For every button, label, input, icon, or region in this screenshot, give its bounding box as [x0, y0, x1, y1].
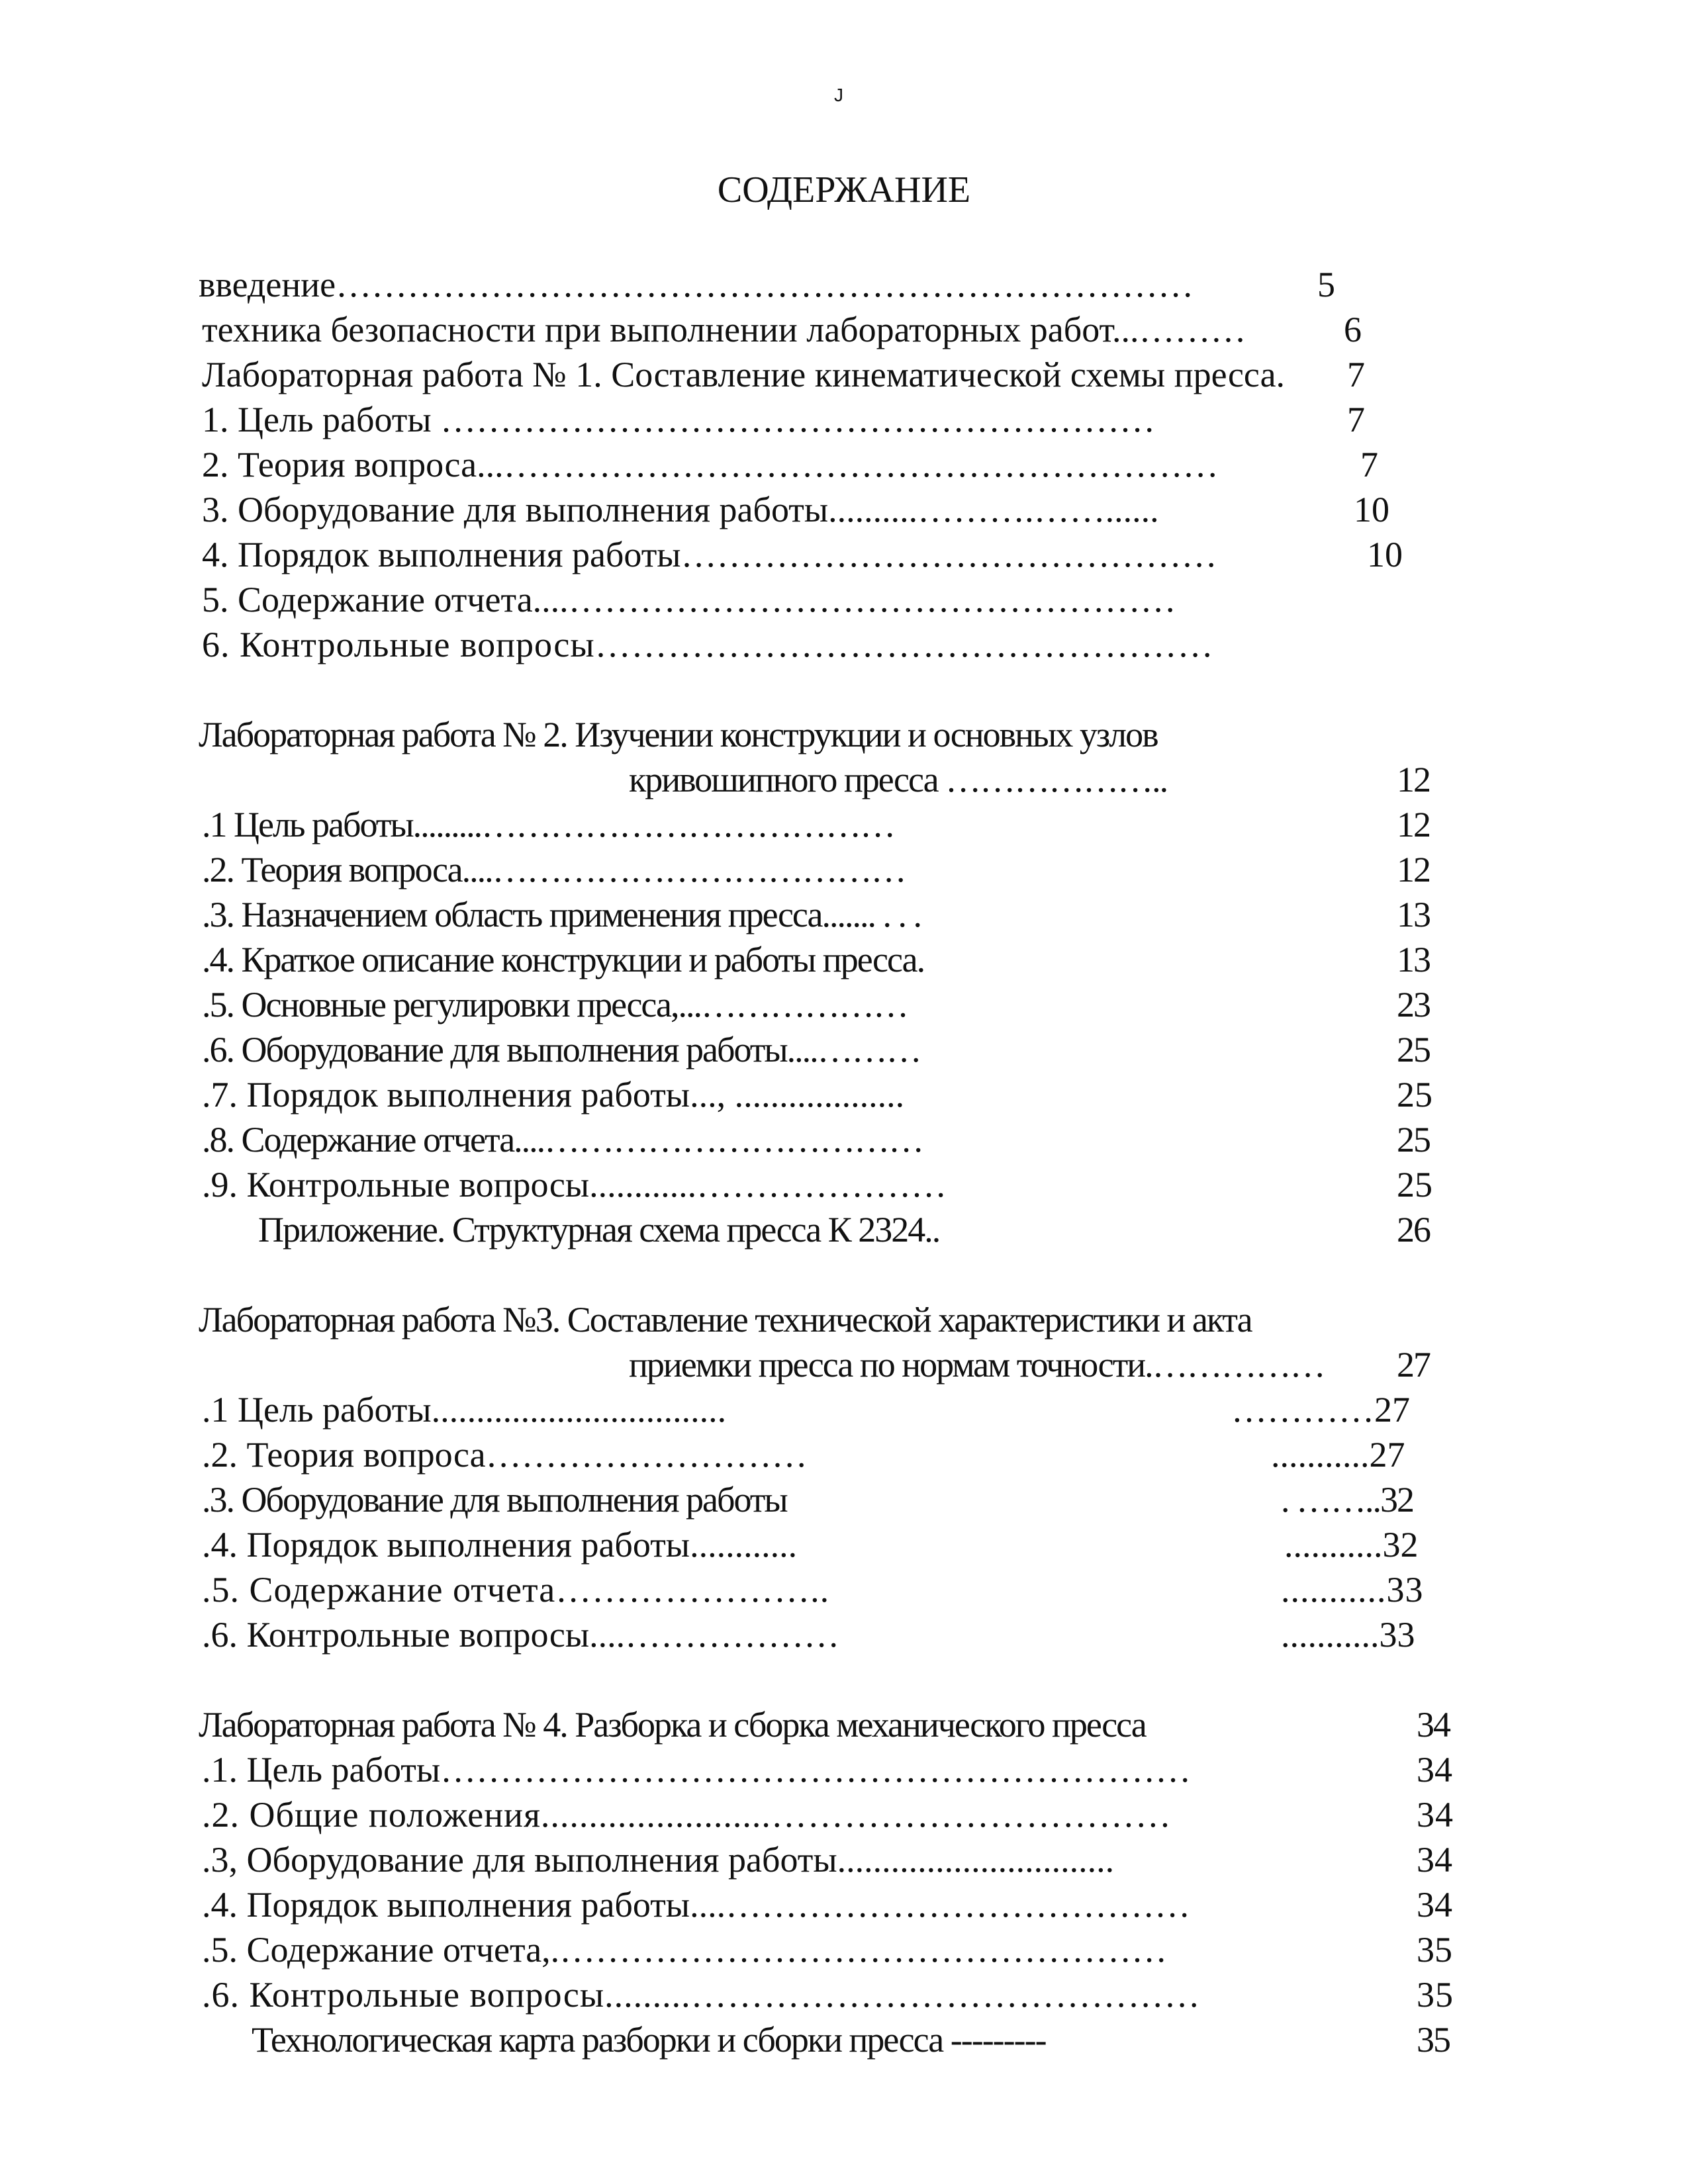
toc-page-number: 12 — [1397, 805, 1430, 844]
toc-entry-text: .7. Порядок выполнения работы..., ................... — [202, 1075, 905, 1115]
toc-entry-text: 5. Содержание отчета....…………………………………………… — [202, 580, 1176, 619]
toc-page-number: 27 — [1397, 1345, 1430, 1385]
toc-entry-text: Приложение. Структурная схема пресса К 2324.. — [258, 1210, 940, 1250]
toc-entry-text: .2. Теория вопроса……………………… — [202, 1435, 808, 1475]
toc-page-number: …………27 — [1231, 1390, 1410, 1430]
toc-entry-text: техника безопасности при выполнении лабораторных работ...……… — [202, 310, 1246, 349]
toc-page-number: 12 — [1397, 760, 1430, 799]
toc-page-number: 23 — [1397, 985, 1430, 1024]
toc-entry-text: Лабораторная работа №3. Составление технической характеристики и акта — [199, 1300, 1252, 1340]
toc-entry-text: .4. Краткое описание конструкции и работы пресса. — [202, 940, 925, 979]
toc-entry-text: кривошипного пресса ……………….. — [629, 760, 1168, 799]
toc-page-number: ...........32 — [1284, 1525, 1419, 1565]
toc-entry-text: 4. Порядок выполнения работы……………………………………… — [202, 535, 1217, 574]
toc-page-number: ...........27 — [1271, 1435, 1405, 1475]
toc-entry-text: .4. Порядок выполнения работы....………………………………… — [202, 1885, 1191, 1925]
toc-page-number: 6 — [1344, 310, 1362, 349]
page-title: СОДЕРЖАНИЕ — [717, 169, 971, 210]
toc-page-number: 25 — [1397, 1030, 1430, 1069]
toc-page-number: 35 — [1417, 1975, 1454, 2015]
toc-entry-text: .5. Содержание отчета,.…………………………………………… — [202, 1930, 1168, 1970]
toc-page-number: 7 — [1347, 355, 1365, 394]
toc-entry-text: .6. Оборудование для выполнения работы....……… — [202, 1030, 921, 1069]
toc-entry-text: .9. Контрольные вопросы............………………… — [202, 1165, 947, 1205]
toc-page-number: 12 — [1397, 850, 1430, 889]
toc-page-number: 10 — [1354, 490, 1389, 529]
toc-entry-text: .2. Общие положения........................…………………………… — [202, 1795, 1172, 1835]
toc-page-number: 25 — [1397, 1075, 1432, 1115]
toc-entry-text: .5. Содержание отчета………………….. — [202, 1570, 830, 1610]
toc-page-number: 34 — [1417, 1840, 1452, 1880]
toc-entry-text: Технологическая карта разборки и сборки пресса --------- — [252, 2020, 1046, 2060]
toc-entry-text: Лабораторная работа № 1. Составление кинематической схемы пресса. — [202, 355, 1286, 394]
header-mark: J — [834, 85, 843, 105]
toc-page-number: 35 — [1417, 1930, 1452, 1970]
toc-entry-text: .5. Основные регулировки пресса,...……………… — [202, 985, 908, 1024]
toc-entry-text: .6. Контрольные вопросы.........…………………………………… — [202, 1975, 1201, 2015]
toc-page-number: ...........33 — [1281, 1615, 1415, 1655]
toc-page-number: 34 — [1417, 1705, 1450, 1745]
toc-entry-text: .1 Цель работы.........……………………………… — [202, 805, 895, 844]
toc-page-number: 13 — [1397, 940, 1430, 979]
toc-page-number: 7 — [1347, 400, 1365, 439]
toc-page-number: 13 — [1397, 895, 1430, 934]
toc-entry-text: 2. Теория вопроса...…………………………………………………… — [202, 445, 1219, 484]
toc-page-number: ...........33 — [1281, 1570, 1424, 1610]
toc-entry-text: 3. Оборудование для выполнения работы..........……….……...... — [202, 490, 1159, 529]
toc-page-number: 35 — [1417, 2020, 1450, 2060]
toc-entry-text: Лабораторная работа № 2. Изучении конструкции и основных узлов — [199, 715, 1158, 754]
toc-entry-text: .3, Оборудование для выполнения работы............................... — [202, 1840, 1115, 1880]
toc-page-number: 34 — [1417, 1750, 1452, 1790]
toc-page-number: . ……..32 — [1281, 1480, 1413, 1520]
toc-entry-text: Лабораторная работа № 4. Разборка и сборка механического пресса — [199, 1705, 1146, 1745]
toc-entry-text: .8. Содержание отчета....…………………………… — [202, 1120, 923, 1160]
toc-entry-text: .1. Цель работы……………………………………………………… — [202, 1750, 1192, 1790]
toc-page-number: 7 — [1360, 445, 1378, 484]
toc-entry-text: .1 Цель работы................................. — [202, 1390, 727, 1430]
toc-page-number: 34 — [1417, 1885, 1452, 1925]
toc-page-number: 25 — [1397, 1165, 1432, 1205]
toc-entry-text: приемки пресса по нормам точности.…………… — [629, 1345, 1325, 1385]
toc-entry-text: введение……………………………………………………………… — [199, 265, 1194, 304]
toc-entry-text: .6. Контрольные вопросы....……………… — [202, 1615, 840, 1655]
toc-entry-text: 1. Цель работы …………………………………………………… — [202, 400, 1156, 439]
toc-page-number: 10 — [1367, 535, 1403, 574]
toc-entry-text: .3. Назначением область применения пресса....... . . . — [202, 895, 921, 934]
toc-page-number: 5 — [1317, 265, 1335, 304]
toc-entry-text: .2. Теория вопроса....……………………………… — [202, 850, 906, 889]
toc-entry-text: .4. Порядок выполнения работы............ — [202, 1525, 798, 1565]
toc-page-number: 34 — [1417, 1795, 1454, 1835]
toc-page-number: 26 — [1397, 1210, 1430, 1250]
toc-entry-text: 6. Контрольные вопросы…………………………………………… — [202, 625, 1214, 664]
toc-entry-text: .3. Оборудование для выполнения работы — [202, 1480, 787, 1520]
toc-page-number: 25 — [1397, 1120, 1430, 1160]
